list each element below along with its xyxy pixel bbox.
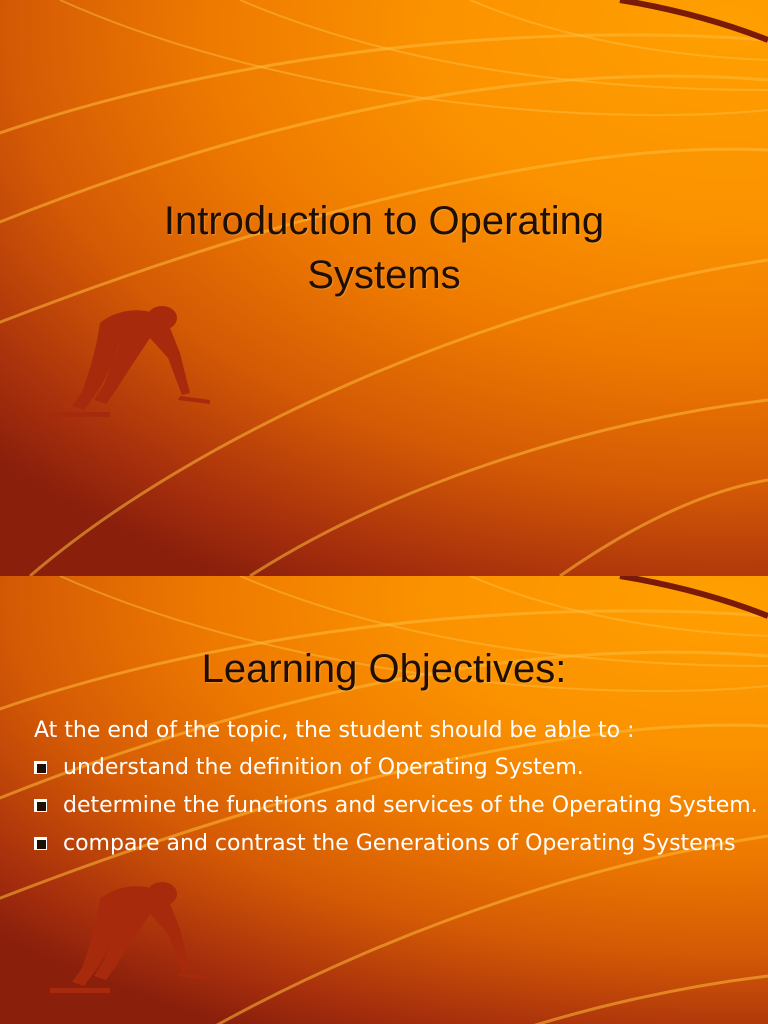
slide-title <box>0 194 768 302</box>
list-item <box>34 828 759 860</box>
sprinter-silhouette-icon <box>20 874 220 1014</box>
list-item <box>34 752 759 784</box>
list-item-text: understand the definition of Operating System. <box>63 755 584 780</box>
square-checkbox-icon <box>34 799 47 812</box>
sprinter-silhouette-icon <box>20 298 220 438</box>
slide-title-line-2: Systems <box>307 253 461 297</box>
list-item-text: compare and contrast the Generations of Operating Systems <box>63 831 736 856</box>
objectives-slide <box>0 576 768 1024</box>
list-item-text: determine the functions and services of the Operating System. <box>63 793 758 818</box>
slide-title: Learning Objectives: <box>201 647 567 691</box>
slide-title-line-1: Introduction to Operating <box>163 199 605 243</box>
objectives-list <box>34 752 759 866</box>
square-checkbox-icon <box>34 837 47 850</box>
intro-text: At the end of the topic, the student should be able to : <box>34 718 635 743</box>
square-checkbox-icon <box>34 761 47 774</box>
list-item <box>34 790 759 822</box>
